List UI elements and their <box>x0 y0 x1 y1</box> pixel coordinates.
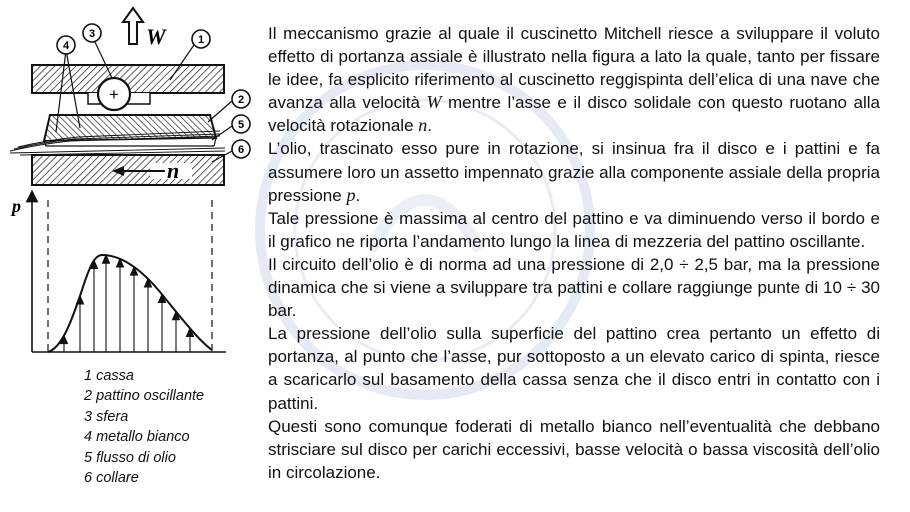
paragraph-3: Tale pressione è massima al centro del pattino e va diminuendo verso il bordo e il grafico ne riporta l’andamento lungo la linea di mezzeria del pattino oscillante. <box>268 208 880 251</box>
symbol-w: W <box>146 24 166 49</box>
legend-item-2: 2 pattino oscillante <box>84 388 205 405</box>
legend-item-6: 6 collare <box>84 470 139 487</box>
callout-3: 3 <box>88 28 96 40</box>
legend-item-3: 3 sfera <box>84 408 129 425</box>
paragraph-5: La pressione dell’olio sulla superficie del pattino crea pertanto un effetto di portanza, al punto che l’asse, pur sottoposto a un elevato carico di spinta, riesce a scaricarlo sul basamento della cassa senza che il disco entri in contatto con i pattini. <box>268 324 880 413</box>
legend-item-4: 4 metallo bianco <box>84 429 190 446</box>
paragraph-4: Il circuito dell’olio è di norma ad una pressione di 2,0 ÷ 2,5 bar, ma la pressione dinamica che si viene a sviluppare tra pattini e collare raggiunge punte di 10 ÷ 30 bar. <box>268 254 880 321</box>
callout-2: 2 <box>237 94 245 106</box>
legend-item-1: 1 cassa <box>84 368 134 384</box>
plus-sign: + <box>109 85 119 104</box>
thrust-arrow-w <box>123 8 167 49</box>
pressure-graph <box>10 196 226 352</box>
body-text <box>268 22 880 484</box>
symbol-n: n <box>167 158 180 183</box>
symbol-n-inline: n <box>418 115 428 136</box>
symbol-p-inline: p <box>346 184 356 205</box>
paragraph-1: Il meccanismo grazie al quale il cuscinetto Mitchell riesce a sviluppare il voluto effetto di portanza assiale è illustrato nella figura a lato la quale, tanto per fissare le idee, fa esplicito riferimento al cuscinetto reggispinta dell’elica di una nave che avanza alla velocità W mentre l’asse e il disco solidale con questo ruotano alla velocità rotazionale n. <box>268 24 880 136</box>
callout-1: 1 <box>197 34 205 46</box>
sphere <box>98 78 130 110</box>
figure-legend <box>84 366 204 488</box>
callout-5: 5 <box>237 119 245 131</box>
symbol-p: p <box>12 196 21 216</box>
symbol-w-inline: W <box>426 92 442 113</box>
paragraph-2: L’olio, trascinato esso pure in rotazione, si insinua fra il disco e i pattini e fa assumere loro un assetto impennato grazie alla componente assiale della propria pressione p. <box>268 139 880 205</box>
callout-4: 4 <box>62 40 70 52</box>
paragraph-6: Questi sono comunque foderati di metallo bianco nell’eventualità che debbano strisciare sul disco per carichi eccessivi, basse velocità o bassa viscosità dell’olio in circolazione. <box>268 416 880 482</box>
callout-6: 6 <box>237 144 245 156</box>
pressure-arrow-head <box>77 296 84 304</box>
legend-item-5: 5 flusso di olio <box>84 449 176 466</box>
